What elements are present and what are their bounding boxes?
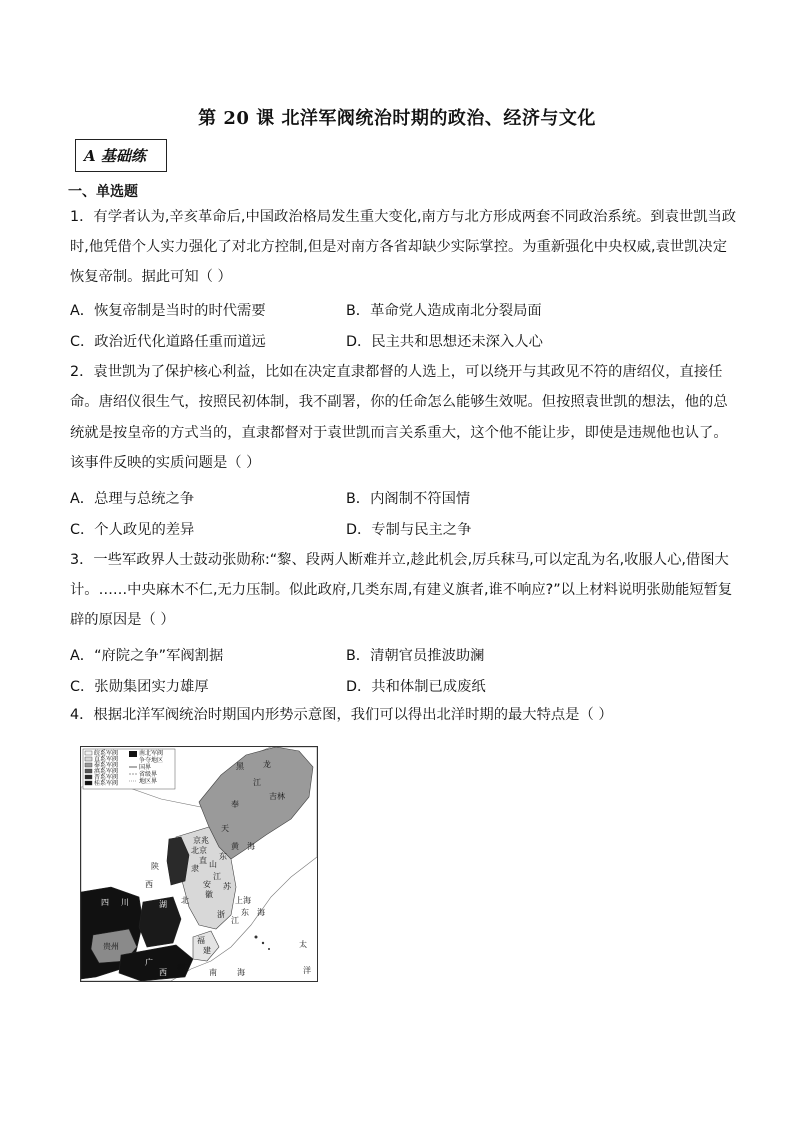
option-a[interactable]: A．总理与总统之争	[70, 491, 195, 507]
question-line: 1．有学者认为,辛亥革命后,中国政治格局发生重大变化,南方与北方形成两套不同政治系统。到袁世凯当政	[70, 209, 737, 225]
legend-label: 奉系军阀	[94, 762, 119, 769]
legend-label: 省级界	[139, 771, 158, 778]
option-c[interactable]: C．张勋集团实力雄厚	[70, 679, 209, 695]
map-place-label: 隶	[191, 864, 199, 873]
map-place-label: 太	[299, 940, 307, 949]
map-place-label: 江	[231, 916, 239, 925]
map-place-label: 东	[241, 908, 249, 917]
option-d[interactable]: D．专制与民主之争	[346, 522, 472, 538]
map-place-label: 洋	[303, 966, 311, 975]
map-place-label: 吉林	[269, 792, 285, 801]
option-a[interactable]: A．恢复帝制是当时的时代需要	[70, 303, 266, 319]
map-place-label: 天	[221, 824, 229, 833]
map-place-label: 北京	[191, 846, 207, 855]
section-heading: 一、单选题	[68, 184, 138, 200]
map-place-label: 贵州	[103, 942, 119, 951]
map-place-label: 北	[181, 896, 189, 905]
legend-label: 滇系军阀	[94, 768, 119, 775]
option-c[interactable]: C．政治近代化道路任重而道远	[70, 334, 266, 350]
map-place-label: 龙	[263, 760, 271, 769]
map-place-label: 安	[203, 880, 211, 889]
map-place-label: 四	[101, 898, 109, 907]
map-place-label: 建	[203, 946, 211, 955]
map-place-label: 南	[209, 968, 217, 977]
map-place-label: 徽	[205, 890, 213, 899]
map-place-label: 黑	[236, 762, 244, 771]
map-place-label: 直	[199, 856, 207, 865]
question-line: 恢复帝制。据此可知（ ）	[70, 269, 232, 285]
island-dot	[268, 948, 270, 950]
legend-label: 晋系军阀	[94, 774, 119, 781]
legend-label: 国界	[139, 764, 152, 771]
legend-label: 皖系军阀	[94, 750, 119, 757]
option-d[interactable]: D．民主共和思想还未深入人心	[346, 334, 543, 350]
map-place-label: 湖	[159, 900, 167, 909]
map-place-label: 福	[197, 936, 205, 945]
option-a[interactable]: A．“府院之争”军阀割据	[70, 648, 224, 664]
map-place-label: 上海	[235, 896, 251, 905]
map-place-label: 江	[213, 872, 221, 881]
map-place-label: 浙	[217, 910, 225, 919]
map-place-label: 山	[209, 860, 217, 869]
map-place-label: 京兆	[193, 836, 209, 845]
question-line: 4．根据北洋军阀统治时期国内形势示意图，我们可以得出北洋时期的最大特点是（ ）	[70, 707, 613, 723]
map-place-label: 海	[257, 908, 265, 917]
map-place-label: 江	[253, 778, 261, 787]
legend-label: 南北军阀	[139, 750, 164, 757]
option-b[interactable]: B．清朝官员推波助澜	[346, 648, 485, 664]
island-dot	[262, 942, 264, 944]
map-place-label: 广	[145, 958, 153, 967]
question-line: 辟的原因是（ ）	[70, 612, 175, 628]
question-line: 命。唐绍仪很生气，按照民初体制，我不副署，你的任命怎么能够生效呢。但按照袁世凯的想法，他的总	[70, 394, 728, 410]
legend-label: 桂系军阀	[94, 780, 119, 787]
question-line: 该事件反映的实质问题是（ ）	[70, 455, 261, 471]
option-d[interactable]: D．共和体制已成废纸	[346, 679, 486, 695]
map-place-label: 东	[219, 852, 227, 861]
legend-label: 争夺地区	[139, 757, 164, 764]
map-place-label: 海	[237, 968, 245, 977]
level-label: A 基础练	[75, 139, 167, 172]
map-place-label: 西	[159, 968, 167, 977]
warlord-map-figure	[80, 746, 318, 982]
option-c[interactable]: C．个人政见的差异	[70, 522, 195, 538]
option-b[interactable]: B．内阁制不符国情	[346, 491, 471, 507]
question-line: 计。……中央麻木不仁,无力压制。似此政府,几类东周,有建义旗者,谁不响应?”以上材料说明张勋能短暂复	[70, 582, 733, 598]
warlord-map	[81, 747, 317, 981]
legend-label: 地区界	[139, 778, 158, 785]
question-line: 时,他凭借个人实力强化了对北方控制,但是对南方各省却缺少实际掌控。为重新强化中央权威,袁世凯决定	[70, 239, 727, 255]
map-place-label: 川	[121, 898, 129, 907]
question-line: 2．袁世凯为了保护核心利益，比如在决定直隶都督的人选上，可以绕开与其政见不符的唐绍仪，直接任	[70, 364, 723, 380]
map-place-label: 奉	[231, 800, 239, 809]
island-dot	[255, 936, 258, 939]
question-line: 统就是按皇帝的方式当的，直隶都督对于袁世凯而言关系重大，这个他不能让步，即使是违规他也认了。	[70, 425, 728, 441]
option-b[interactable]: B．革命党人造成南北分裂局面	[346, 303, 542, 319]
legend-label: 直系军阀	[94, 756, 119, 763]
question-line: 3．一些军政界人士鼓动张勋称:“黎、段两人断难并立,趁此机会,厉兵秣马,可以定乱为名,收服人心,借图大	[70, 552, 729, 568]
map-place-label: 黄	[231, 842, 239, 851]
page-title: 第 20 课 北洋军阀统治时期的政治、经济与文化	[198, 108, 596, 129]
map-place-label: 西	[145, 880, 153, 889]
map-place-label: 陕	[151, 862, 159, 871]
map-place-label: 海	[247, 842, 255, 851]
map-place-label: 澳门	[177, 964, 190, 971]
map-place-label: 苏	[223, 882, 231, 891]
